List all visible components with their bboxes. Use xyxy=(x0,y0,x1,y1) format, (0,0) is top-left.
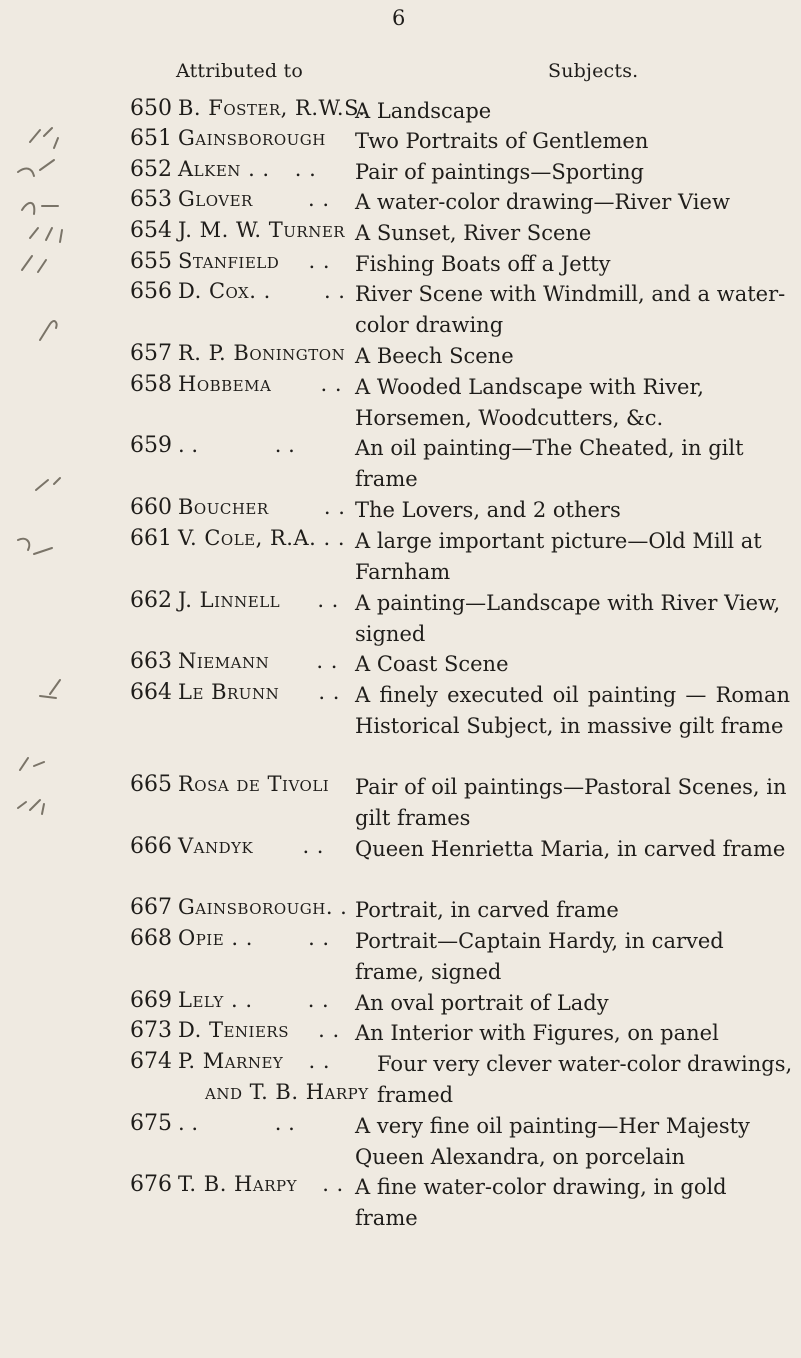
lot-number: 666 xyxy=(130,834,172,859)
leader-dots: . . xyxy=(274,1111,295,1135)
artist-label: Le Brunn xyxy=(178,680,280,704)
artist-name xyxy=(178,834,324,858)
subject: River Scene with Windmill, and a water-color drawing xyxy=(355,282,786,337)
subject: Fishing Boats off a Jetty xyxy=(355,252,611,276)
artist-label: . . xyxy=(178,1111,199,1135)
leader-dots: . . xyxy=(308,187,330,211)
artist-name: Gainsborough xyxy=(178,126,326,150)
subject: Two Portraits of Gentlemen xyxy=(355,129,649,153)
artist-name xyxy=(178,372,342,396)
page-number: 6 xyxy=(392,6,406,30)
artist-name xyxy=(178,187,330,211)
subjects-header: Subjects. xyxy=(548,60,639,82)
subject: Pair of oil paintings—Pastoral Scenes, in gilt frames xyxy=(355,775,787,830)
leader-dots: . . xyxy=(302,834,324,858)
lot-number: 651 xyxy=(130,126,172,151)
artist-name: J. M. W. Turner xyxy=(178,218,346,242)
leader-dots: . . xyxy=(308,1049,331,1073)
lot-number: 654 xyxy=(130,218,172,243)
subject: A finely executed oil painting — Roman Historical Subject, in massive gilt frame xyxy=(355,683,790,738)
artist-label: J. Linnell xyxy=(178,588,281,612)
subject: An oil painting—The Cheated, in gilt frame xyxy=(355,436,744,491)
subject: Pair of paintings—Sporting xyxy=(355,160,644,184)
lot-number: 660 xyxy=(130,495,172,520)
artist-name xyxy=(178,249,330,273)
lot-number: 653 xyxy=(130,187,172,212)
subject: A Wooded Landscape with River, Horsemen, Woodcutters, &c. xyxy=(355,375,704,430)
leader-dots: . . xyxy=(308,926,330,950)
leader-dots: . . xyxy=(323,279,346,303)
subject: A Beech Scene xyxy=(355,344,514,368)
artist-label: T. B. Harpy xyxy=(178,1172,297,1196)
artist-name xyxy=(178,588,339,612)
artist-name xyxy=(178,1018,340,1042)
artist-label: Boucher xyxy=(178,495,269,519)
artist-label: . . xyxy=(178,433,199,457)
artist-label: Hobbema xyxy=(178,372,272,396)
subject: The Lovers, and 2 others xyxy=(355,498,621,522)
lot-number: 667 xyxy=(130,895,172,920)
leader-dots: . . xyxy=(318,1018,340,1042)
artist-label: Opie . . xyxy=(178,926,253,950)
subject: A large important picture—Old Mill at Farnham xyxy=(355,529,762,584)
lot-number: 668 xyxy=(130,926,172,951)
artist-name: V. Cole, R.A. . . xyxy=(178,526,346,550)
lot-number: 669 xyxy=(130,988,172,1013)
lot-number: 673 xyxy=(130,1018,172,1043)
artist-name xyxy=(178,926,330,950)
artist-label: Niemann xyxy=(178,649,270,673)
subject: Queen Henrietta Maria, in carved frame xyxy=(355,837,786,861)
lot-number: 663 xyxy=(130,649,172,674)
artist-label: P. Marney xyxy=(178,1049,284,1073)
subject: A Landscape xyxy=(355,99,492,123)
lot-number: 674 xyxy=(130,1049,172,1074)
artist-name xyxy=(178,157,316,181)
leader-dots: . . xyxy=(316,649,338,673)
artist-name-continued: and T. B. Harpy xyxy=(205,1080,369,1104)
artist-name: Rosa de Tivoli xyxy=(178,772,330,796)
leader-dots: . . xyxy=(318,680,340,704)
lot-number: 675 xyxy=(130,1111,172,1136)
subject: A very fine oil painting—Her Majesty Queen Alexandra, on porcelain xyxy=(355,1114,750,1169)
lot-number: 657 xyxy=(130,341,172,366)
leader-dots: . . xyxy=(308,249,331,273)
leader-dots: . . xyxy=(294,157,317,181)
artist-name xyxy=(178,988,329,1012)
artist-name xyxy=(178,279,345,303)
subject: An Interior with Figures, on panel xyxy=(355,1021,719,1045)
subject: An oval portrait of Lady xyxy=(355,991,609,1015)
handwritten-margin-marks xyxy=(0,120,110,890)
lot-number: 662 xyxy=(130,588,172,613)
attributed-to-header: Attributed to xyxy=(176,60,303,82)
leader-dots: . . xyxy=(317,588,339,612)
subject: Portrait—Captain Hardy, in carved frame, signed xyxy=(355,929,724,984)
lot-number: 658 xyxy=(130,372,172,397)
lot-number: 661 xyxy=(130,526,172,551)
artist-name xyxy=(178,433,295,457)
lot-number: 652 xyxy=(130,157,172,182)
artist-name xyxy=(178,1172,344,1196)
artist-name xyxy=(178,1049,330,1073)
subject: Portrait, in carved frame xyxy=(355,898,619,922)
artist-name xyxy=(178,1111,295,1135)
lot-number: 650 xyxy=(130,96,172,121)
subject: A water-color drawing—River View xyxy=(355,190,730,214)
leader-dots: . . xyxy=(307,988,330,1012)
leader-dots: . . xyxy=(274,433,295,457)
lot-number: 676 xyxy=(130,1172,172,1197)
artist-label: Glover xyxy=(178,187,253,211)
artist-label: D. Cox. . xyxy=(178,279,271,303)
artist-label: Alken . . xyxy=(178,157,270,181)
lot-number: 664 xyxy=(130,680,172,705)
subject: A Sunset, River Scene xyxy=(355,221,592,245)
leader-dots: . . xyxy=(323,495,346,519)
artist-name: R. P. Bonington xyxy=(178,341,346,365)
leader-dots: . . xyxy=(322,1172,344,1196)
artist-name xyxy=(178,649,338,673)
artist-label: Stanfield xyxy=(178,249,280,273)
artist-name xyxy=(178,680,340,704)
artist-name: B. Foster, R.W.S. xyxy=(178,96,366,120)
artist-label: D. Teniers xyxy=(178,1018,289,1042)
lot-number: 656 xyxy=(130,279,172,304)
artist-name xyxy=(178,495,345,519)
subject: Four very clever water-color drawings, framed xyxy=(377,1052,793,1107)
artist-name: Gainsborough. . xyxy=(178,895,348,919)
lot-number: 659 xyxy=(130,433,172,458)
subject: A fine water-color drawing, in gold frame xyxy=(355,1175,727,1230)
lot-number: 655 xyxy=(130,249,172,274)
artist-label: Vandyk xyxy=(178,834,254,858)
subject: A painting—Landscape with River View, signed xyxy=(355,591,781,646)
lot-number: 665 xyxy=(130,772,172,797)
subject: A Coast Scene xyxy=(355,652,509,676)
artist-label: Lely . . xyxy=(178,988,253,1012)
leader-dots: . . xyxy=(320,372,343,396)
